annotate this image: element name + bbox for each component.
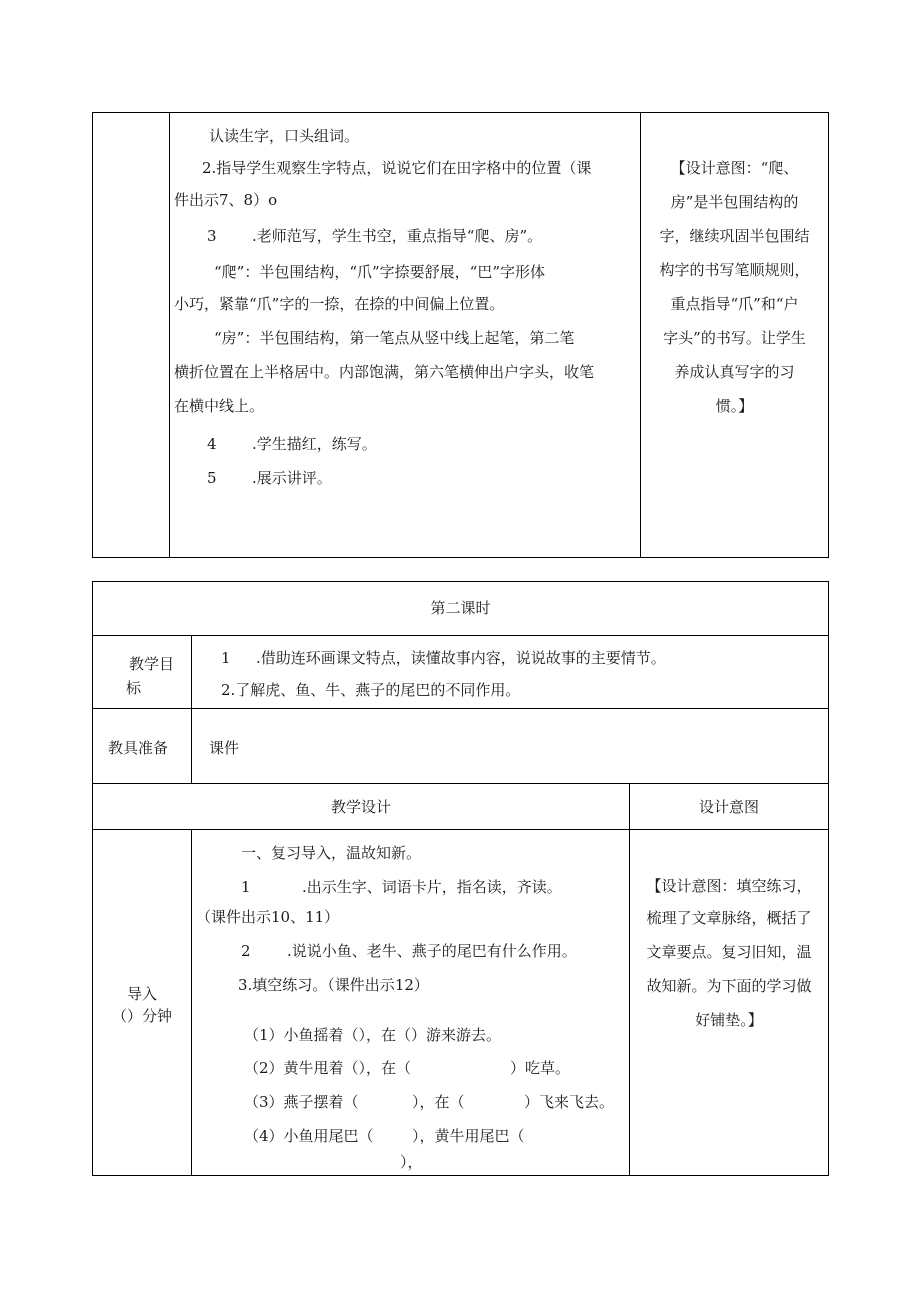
text-line: ），在（ xyxy=(412,1093,465,1111)
intent-line: 构字的书写笔顺规则， xyxy=(659,261,810,279)
text-line: ）吃草。 xyxy=(510,1059,571,1077)
text-line: .说说小鱼、老牛、燕子的尾巴有什么作用。 xyxy=(287,942,577,960)
text-line: ）飞来飞去。 xyxy=(524,1093,615,1111)
intent-line: 字，继续巩固半包围结 xyxy=(659,227,810,245)
intent-line: 房”是半包围结构的 xyxy=(670,193,799,211)
intent-header: 设计意图 xyxy=(698,798,759,816)
text-line: （1）小鱼摇着（），在（）游来游去。 xyxy=(244,1026,502,1044)
goal-text: .借助连环画课文特点，读懂故事内容，说说故事的主要情节。 xyxy=(256,649,666,667)
list-number: 2 xyxy=(241,942,251,960)
text-line: 3.填空练习。（课件出示12） xyxy=(238,976,429,994)
text-line: .老师范写，学生书空，重点指导“爬、房”。 xyxy=(252,227,543,245)
text-line: ），黄牛用尾巴（ xyxy=(412,1127,525,1145)
intent-line: 养成认真写字的习 xyxy=(674,363,795,381)
goals-label: 标 xyxy=(126,679,142,697)
list-number: 1 xyxy=(241,878,251,896)
tools-label: 教具准备 xyxy=(108,739,169,757)
text-line: 件出示7、8）o xyxy=(174,191,278,209)
text-line: .出示生字、词语卡片，指名读，齐读。 xyxy=(302,878,562,896)
intent-line: 好铺垫。】 xyxy=(695,1011,763,1029)
design-header: 教学设计 xyxy=(330,798,391,816)
text-line: 横折位置在上半格居中。内部饱满，第六笔横伸出户字头，收笔 xyxy=(174,363,595,381)
intent-line: 文章要点。复习旧知，温 xyxy=(646,943,812,961)
text-line: “房”：半包围结构，第一笔点从竖中线上起笔，第二笔 xyxy=(214,329,575,347)
text-line: （课件出示10、11） xyxy=(196,908,340,926)
list-number: 5 xyxy=(207,469,217,487)
list-number: 4 xyxy=(207,435,217,453)
text-line: 在横中线上。 xyxy=(174,397,265,415)
intent-line: 【设计意图：填空练习， xyxy=(646,877,812,895)
text-line: ）， xyxy=(400,1153,423,1171)
list-number: 1 xyxy=(221,649,231,667)
text-line: （4）小鱼用尾巴（ xyxy=(244,1127,374,1145)
text-line: 2.指导学生观察生字特点，说说它们在田字格中的位置（课 xyxy=(202,159,592,177)
text-line: “爬”：半包围结构，“爪”字捺要舒展，“巴”字形体 xyxy=(214,263,546,281)
list-number: 3 xyxy=(207,227,217,245)
intent-line: 故知新。为下面的学习做 xyxy=(646,977,812,995)
text-line: .展示讲评。 xyxy=(252,469,332,487)
text-line: 小巧，紧靠“爪”字的一捺，在捺的中间偏上位置。 xyxy=(174,295,505,313)
tools-value: 课件 xyxy=(209,739,240,757)
text-line: 一、复习导入，温故知新。 xyxy=(241,844,422,862)
text-line: （2）黄牛甩着（），在（ xyxy=(244,1059,412,1077)
intent-line: 重点指导“爪”和“户 xyxy=(670,295,799,313)
intent-line: 梳理了文章脉络，概括了 xyxy=(646,909,812,927)
intent-line: 字头”的书写。让学生 xyxy=(663,329,806,347)
text-line: 认读生字，口头组词。 xyxy=(209,127,360,145)
section-label: （）分钟 xyxy=(111,1007,172,1025)
section-label: 导入 xyxy=(126,985,157,1003)
goals-label: 教学目 xyxy=(129,655,175,673)
intent-line: 惯。】 xyxy=(715,397,754,415)
text-line: .学生描红，练写。 xyxy=(252,435,377,453)
intent-line: 【设计意图：“爬、 xyxy=(670,159,799,177)
goal-text: 2.了解虎、鱼、牛、燕子的尾巴的不同作用。 xyxy=(221,681,521,699)
text-line: （3）燕子摆着（ xyxy=(244,1093,359,1111)
lesson-title: 第二课时 xyxy=(430,599,491,617)
